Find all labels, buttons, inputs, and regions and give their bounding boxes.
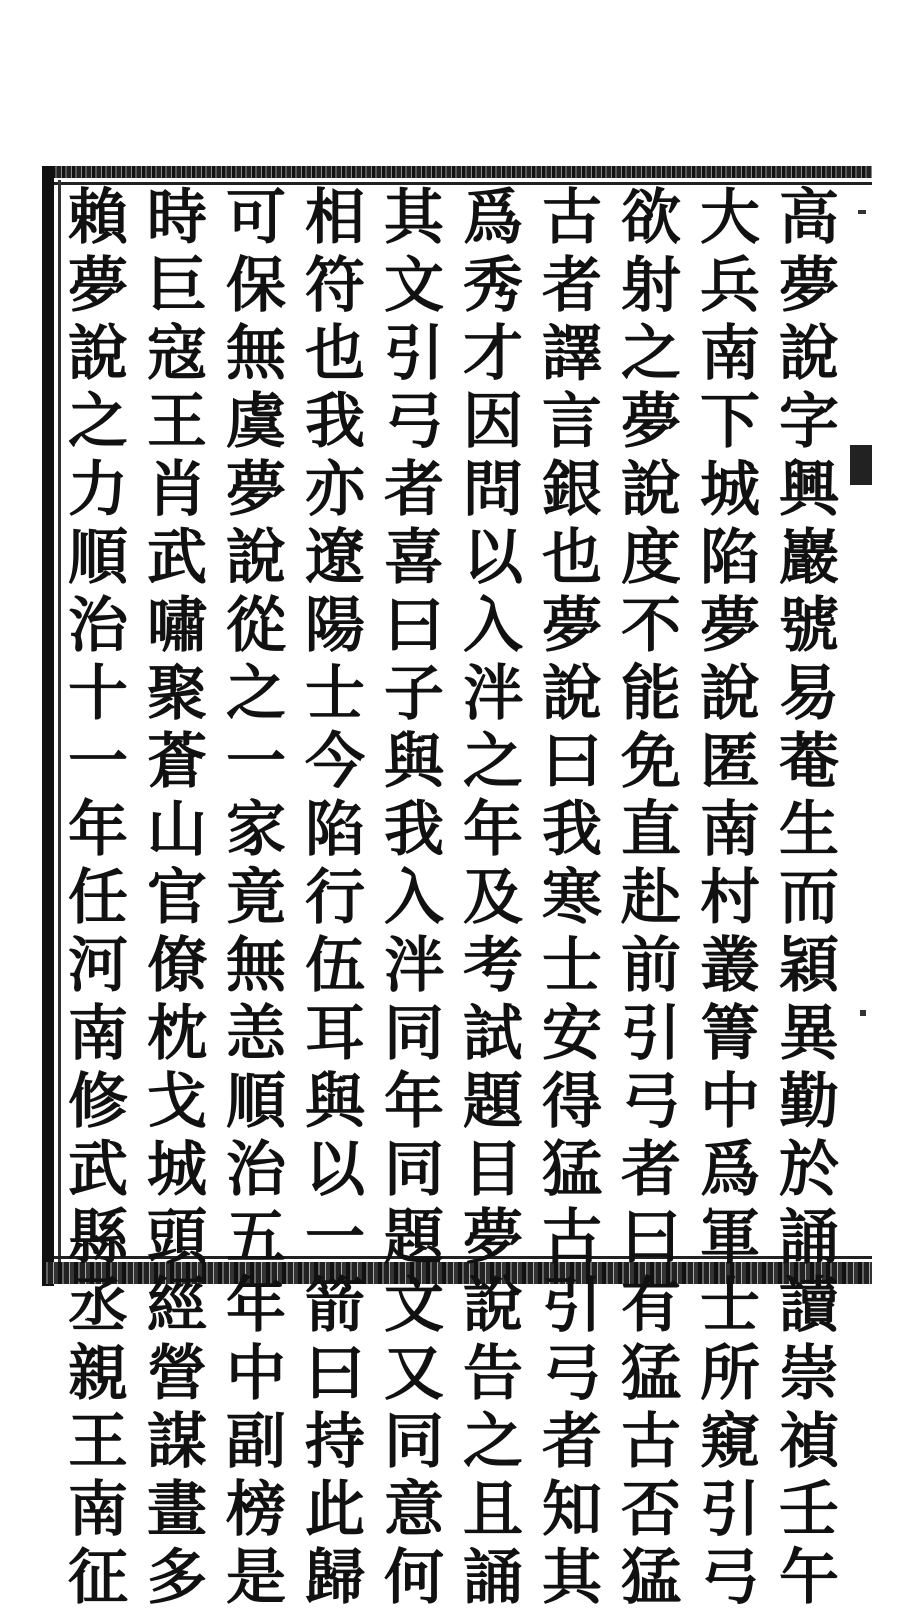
glyph: 巨 — [147, 251, 207, 321]
glyph: 亦 — [305, 455, 365, 525]
glyph: 不 — [621, 591, 681, 661]
glyph: 喜 — [384, 523, 444, 593]
glyph: 誦 — [779, 1203, 839, 1273]
glyph: 無 — [226, 931, 286, 1001]
glyph: 中 — [700, 1067, 760, 1137]
glyph: 伍 — [305, 931, 365, 1001]
glyph: 陷 — [700, 523, 760, 593]
glyph: 之 — [226, 659, 286, 729]
glyph: 也 — [305, 319, 365, 389]
glyph: 者 — [384, 455, 444, 525]
text-column — [452, 183, 534, 1613]
glyph: 同 — [384, 1135, 444, 1205]
glyph: 曰 — [621, 1203, 681, 1273]
glyph: 壬 — [779, 1475, 839, 1545]
glyph: 安 — [542, 999, 602, 1069]
glyph: 得 — [542, 1067, 602, 1137]
glyph: 意 — [384, 1475, 444, 1545]
glyph: 歸 — [305, 1543, 365, 1613]
glyph: 我 — [384, 795, 444, 865]
glyph: 者 — [621, 1135, 681, 1205]
glyph: 說 — [700, 659, 760, 729]
glyph: 弓 — [542, 1339, 602, 1409]
glyph: 士 — [700, 1271, 760, 1341]
glyph: 菴 — [779, 727, 839, 797]
glyph: 才 — [463, 319, 523, 389]
glyph: 年 — [384, 1067, 444, 1137]
glyph: 目 — [463, 1135, 523, 1205]
glyph: 與 — [305, 1067, 365, 1137]
glyph: 今 — [305, 727, 365, 797]
fold-mark — [850, 445, 872, 485]
glyph: 武 — [68, 1135, 128, 1205]
glyph: 何 — [384, 1543, 444, 1613]
glyph: 文 — [384, 251, 444, 321]
glyph: 城 — [147, 1135, 207, 1205]
glyph: 其 — [542, 1543, 602, 1613]
glyph: 其 — [384, 183, 444, 253]
glyph: 叢 — [700, 931, 760, 1001]
glyph: 嘯 — [147, 591, 207, 661]
glyph: 古 — [542, 183, 602, 253]
glyph: 古 — [621, 1407, 681, 1477]
glyph: 字 — [779, 387, 839, 457]
glyph: 山 — [147, 795, 207, 865]
glyph: 符 — [305, 251, 365, 321]
glyph: 從 — [226, 591, 286, 661]
glyph: 有 — [621, 1271, 681, 1341]
glyph: 所 — [700, 1339, 760, 1409]
glyph: 箐 — [700, 999, 760, 1069]
glyph: 於 — [779, 1135, 839, 1205]
glyph: 爲 — [463, 183, 523, 253]
glyph: 治 — [68, 591, 128, 661]
glyph: 引 — [621, 999, 681, 1069]
glyph: 之 — [68, 387, 128, 457]
glyph: 榜 — [226, 1475, 286, 1545]
glyph: 銀 — [542, 455, 602, 525]
glyph: 夢 — [226, 455, 286, 525]
glyph: 泮 — [463, 659, 523, 729]
glyph: 誦 — [463, 1543, 523, 1613]
glyph: 賴 — [68, 183, 128, 253]
left-border — [42, 166, 54, 1286]
glyph: 問 — [463, 455, 523, 525]
text-column — [768, 183, 850, 1613]
fold-dot — [858, 210, 866, 214]
glyph: 之 — [463, 1407, 523, 1477]
text-area — [60, 178, 850, 1613]
glyph: 是 — [226, 1543, 286, 1613]
glyph: 可 — [226, 183, 286, 253]
glyph: 年 — [463, 795, 523, 865]
fold-dot — [860, 1010, 866, 1016]
glyph: 秀 — [463, 251, 523, 321]
glyph: 親 — [68, 1339, 128, 1409]
glyph: 寇 — [147, 319, 207, 389]
glyph: 譯 — [542, 319, 602, 389]
glyph: 下 — [700, 387, 760, 457]
glyph: 入 — [463, 591, 523, 661]
glyph: 之 — [621, 319, 681, 389]
glyph: 恙 — [226, 999, 286, 1069]
glyph: 射 — [621, 251, 681, 321]
glyph: 弓 — [621, 1067, 681, 1137]
glyph: 言 — [542, 387, 602, 457]
glyph: 曰 — [384, 591, 444, 661]
glyph: 士 — [542, 931, 602, 1001]
glyph: 頭 — [147, 1203, 207, 1273]
glyph: 免 — [621, 727, 681, 797]
glyph: 聚 — [147, 659, 207, 729]
glyph: 多 — [147, 1543, 207, 1613]
glyph: 引 — [542, 1271, 602, 1341]
glyph: 我 — [542, 795, 602, 865]
glyph: 士 — [305, 659, 365, 729]
glyph: 夢 — [621, 387, 681, 457]
glyph: 僚 — [147, 931, 207, 1001]
glyph: 直 — [621, 795, 681, 865]
glyph: 之 — [463, 727, 523, 797]
glyph: 以 — [305, 1135, 365, 1205]
text-column — [373, 183, 455, 1613]
glyph: 說 — [779, 319, 839, 389]
glyph: 曰 — [305, 1339, 365, 1409]
glyph: 猛 — [621, 1339, 681, 1409]
glyph: 此 — [305, 1475, 365, 1545]
glyph: 我 — [305, 387, 365, 457]
text-column — [215, 183, 297, 1613]
text-column — [57, 183, 139, 1613]
glyph: 軍 — [700, 1203, 760, 1273]
glyph: 南 — [68, 999, 128, 1069]
glyph: 子 — [384, 659, 444, 729]
glyph: 寒 — [542, 863, 602, 933]
glyph: 蒼 — [147, 727, 207, 797]
glyph: 試 — [463, 999, 523, 1069]
glyph: 知 — [542, 1475, 602, 1545]
glyph: 河 — [68, 931, 128, 1001]
glyph: 因 — [463, 387, 523, 457]
glyph: 營 — [147, 1339, 207, 1409]
glyph: 說 — [226, 523, 286, 593]
glyph: 兵 — [700, 251, 760, 321]
glyph: 戈 — [147, 1067, 207, 1137]
glyph: 引 — [384, 319, 444, 389]
text-column — [294, 183, 376, 1613]
glyph: 村 — [700, 863, 760, 933]
glyph: 考 — [463, 931, 523, 1001]
glyph: 弓 — [384, 387, 444, 457]
glyph: 官 — [147, 863, 207, 933]
glyph: 力 — [68, 455, 128, 525]
glyph: 南 — [700, 319, 760, 389]
text-column — [531, 183, 613, 1613]
glyph: 順 — [226, 1067, 286, 1137]
glyph: 任 — [68, 863, 128, 933]
glyph: 說 — [621, 455, 681, 525]
glyph: 古 — [542, 1203, 602, 1273]
glyph: 無 — [226, 319, 286, 389]
glyph: 同 — [384, 999, 444, 1069]
text-column — [610, 183, 692, 1613]
glyph: 異 — [779, 999, 839, 1069]
glyph: 匿 — [700, 727, 760, 797]
glyph: 者 — [542, 1407, 602, 1477]
glyph: 夢 — [542, 591, 602, 661]
glyph: 陷 — [305, 795, 365, 865]
glyph: 高 — [779, 183, 839, 253]
glyph: 治 — [226, 1135, 286, 1205]
glyph: 十 — [68, 659, 128, 729]
glyph: 五 — [226, 1203, 286, 1273]
glyph: 生 — [779, 795, 839, 865]
glyph: 一 — [68, 727, 128, 797]
top-border — [42, 166, 872, 178]
glyph: 且 — [463, 1475, 523, 1545]
glyph: 遼 — [305, 523, 365, 593]
glyph: 說 — [542, 659, 602, 729]
glyph: 年 — [226, 1271, 286, 1341]
glyph: 夢 — [700, 591, 760, 661]
glyph: 又 — [384, 1339, 444, 1409]
glyph: 號 — [779, 591, 839, 661]
glyph: 否 — [621, 1475, 681, 1545]
glyph: 箭 — [305, 1271, 365, 1341]
glyph: 興 — [779, 455, 839, 525]
glyph: 王 — [68, 1407, 128, 1477]
glyph: 南 — [68, 1475, 128, 1545]
glyph: 窺 — [700, 1407, 760, 1477]
glyph: 竟 — [226, 863, 286, 933]
glyph: 城 — [700, 455, 760, 525]
glyph: 修 — [68, 1067, 128, 1137]
glyph: 征 — [68, 1543, 128, 1613]
glyph: 穎 — [779, 931, 839, 1001]
glyph: 爲 — [700, 1135, 760, 1205]
glyph: 而 — [779, 863, 839, 933]
glyph: 者 — [542, 251, 602, 321]
glyph: 題 — [384, 1203, 444, 1273]
glyph: 禎 — [779, 1407, 839, 1477]
glyph: 與 — [384, 727, 444, 797]
glyph: 經 — [147, 1271, 207, 1341]
glyph: 中 — [226, 1339, 286, 1409]
glyph: 入 — [384, 863, 444, 933]
glyph: 耳 — [305, 999, 365, 1069]
glyph: 勤 — [779, 1067, 839, 1137]
glyph: 謀 — [147, 1407, 207, 1477]
glyph: 度 — [621, 523, 681, 593]
glyph: 文 — [384, 1271, 444, 1341]
glyph: 大 — [700, 183, 760, 253]
glyph: 王 — [147, 387, 207, 457]
glyph: 巖 — [779, 523, 839, 593]
glyph: 肖 — [147, 455, 207, 525]
glyph: 欲 — [621, 183, 681, 253]
glyph: 易 — [779, 659, 839, 729]
glyph: 及 — [463, 863, 523, 933]
glyph: 題 — [463, 1067, 523, 1137]
glyph: 年 — [68, 795, 128, 865]
glyph: 說 — [463, 1271, 523, 1341]
glyph: 午 — [779, 1543, 839, 1613]
glyph: 曰 — [542, 727, 602, 797]
glyph: 陽 — [305, 591, 365, 661]
glyph: 夢 — [68, 251, 128, 321]
glyph: 順 — [68, 523, 128, 593]
glyph: 也 — [542, 523, 602, 593]
glyph: 崇 — [779, 1339, 839, 1409]
glyph: 讀 — [779, 1271, 839, 1341]
glyph: 以 — [463, 523, 523, 593]
text-column — [689, 183, 771, 1613]
glyph: 時 — [147, 183, 207, 253]
glyph: 枕 — [147, 999, 207, 1069]
glyph: 武 — [147, 523, 207, 593]
glyph: 告 — [463, 1339, 523, 1409]
text-column — [136, 183, 218, 1613]
glyph: 行 — [305, 863, 365, 933]
glyph: 同 — [384, 1407, 444, 1477]
glyph: 南 — [700, 795, 760, 865]
glyph: 夢 — [463, 1203, 523, 1273]
glyph: 一 — [226, 727, 286, 797]
glyph: 畫 — [147, 1475, 207, 1545]
glyph: 猛 — [621, 1543, 681, 1613]
glyph: 說 — [68, 319, 128, 389]
glyph: 持 — [305, 1407, 365, 1477]
glyph: 一 — [305, 1203, 365, 1273]
glyph: 引 — [700, 1475, 760, 1545]
glyph: 赴 — [621, 863, 681, 933]
glyph: 縣 — [68, 1203, 128, 1273]
glyph: 保 — [226, 251, 286, 321]
glyph: 丞 — [68, 1271, 128, 1341]
glyph: 副 — [226, 1407, 286, 1477]
glyph: 泮 — [384, 931, 444, 1001]
glyph: 家 — [226, 795, 286, 865]
glyph: 弓 — [700, 1543, 760, 1613]
glyph: 相 — [305, 183, 365, 253]
glyph: 能 — [621, 659, 681, 729]
glyph: 虞 — [226, 387, 286, 457]
glyph: 夢 — [779, 251, 839, 321]
glyph: 猛 — [542, 1135, 602, 1205]
glyph: 前 — [621, 931, 681, 1001]
